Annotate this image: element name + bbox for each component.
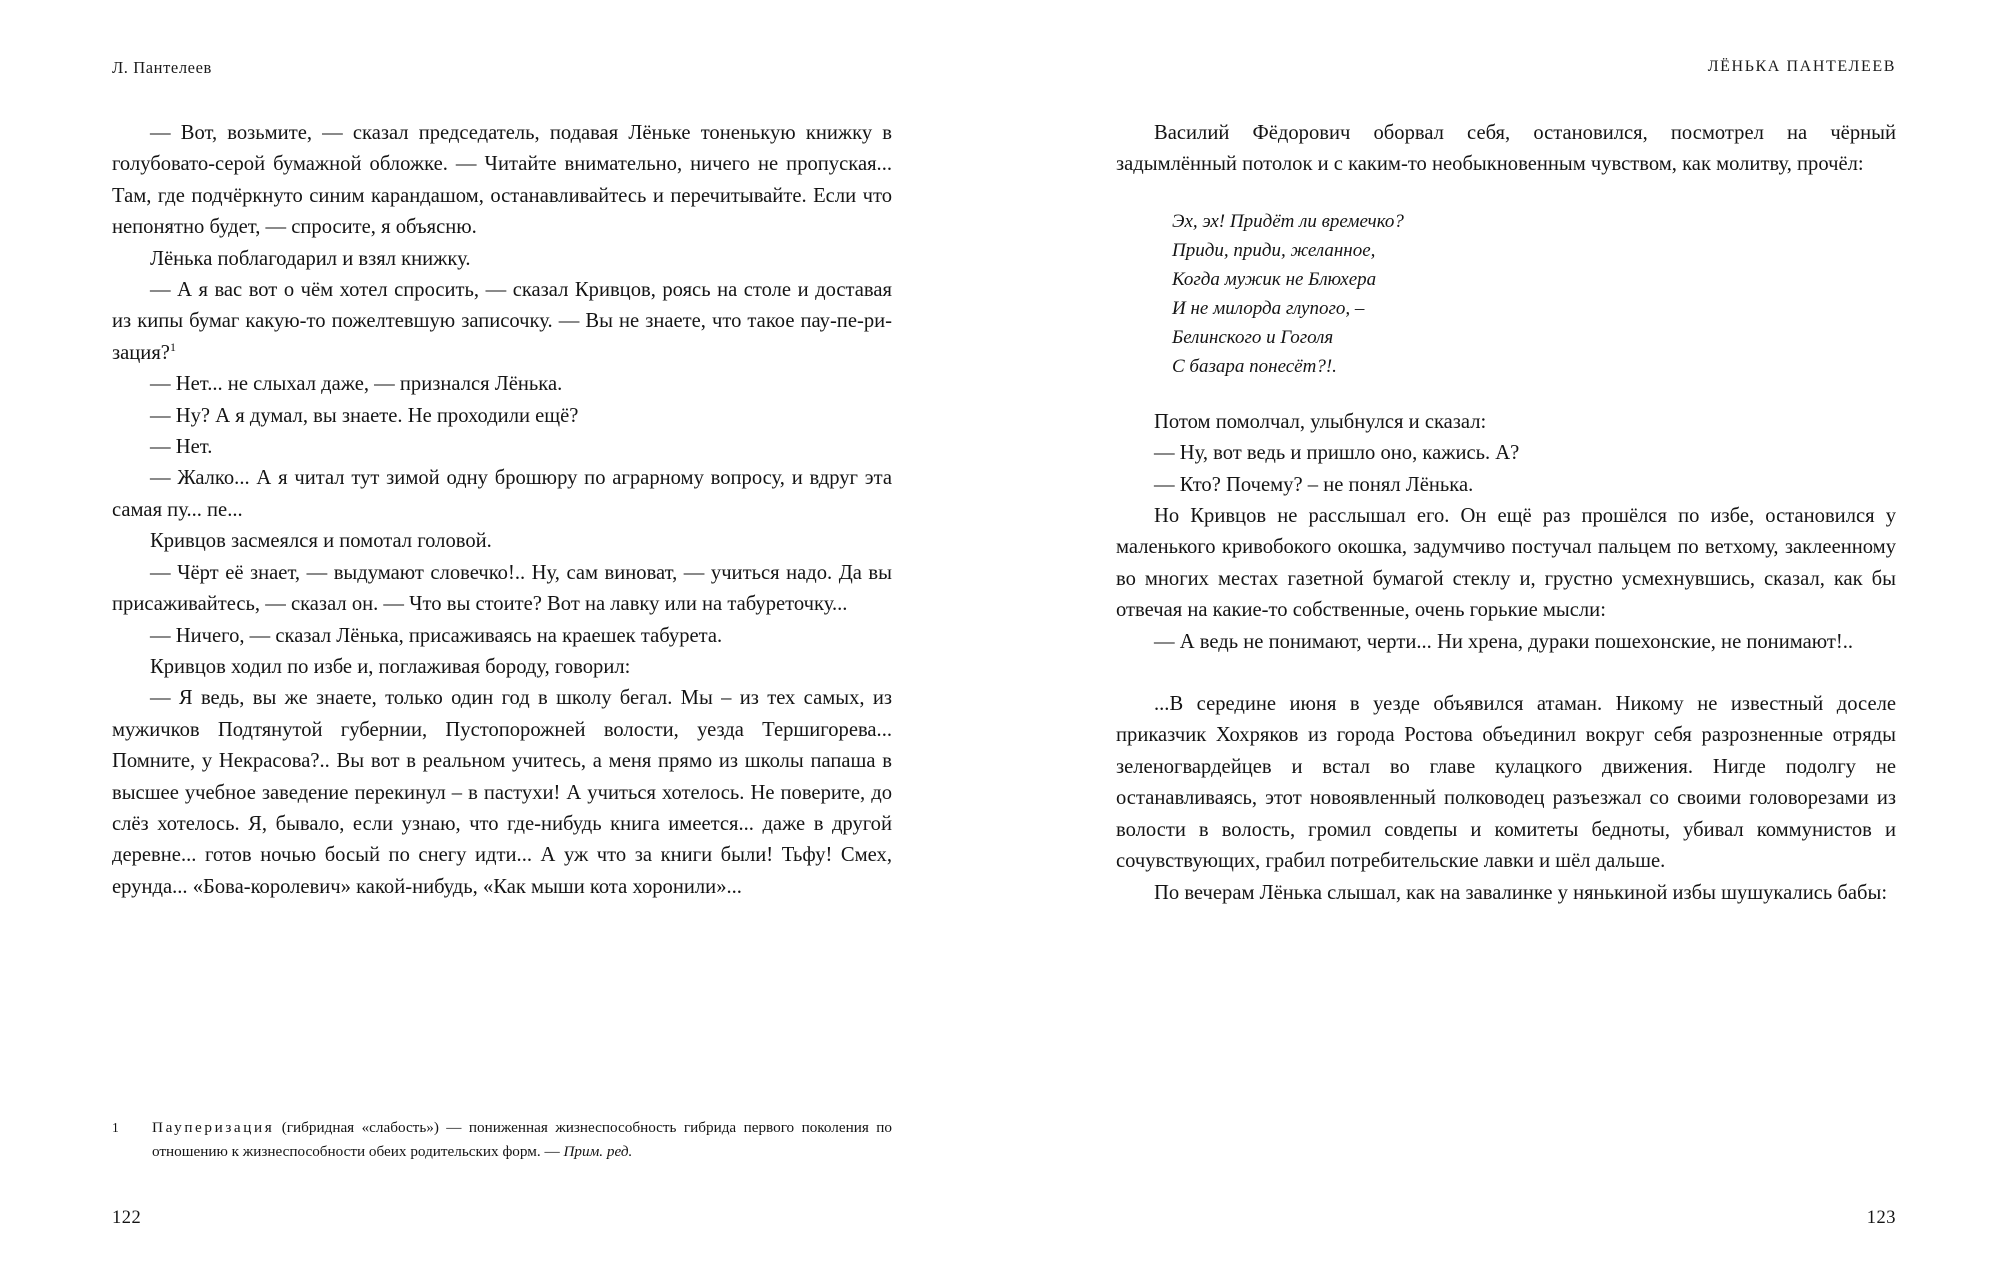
section-break <box>1116 658 1896 689</box>
footnote <box>112 1116 892 1163</box>
paragraph: — Ну, вот ведь и пришло оно, кажись. А? <box>1154 442 1520 465</box>
paragraph: Кривцов засмеялся и помотал головой. <box>150 530 492 553</box>
page-number-left: 122 <box>112 1208 142 1228</box>
verse-line: И не милорда глупого, – <box>1172 297 1365 319</box>
paragraph: ...В середине июня в уезде объявился атаман. Никому не известный доселе приказчик Хохряков из города Ростова объединил вокруг себя разрозненные отряды зеленогвардейцев и встал во главе кулацкого движения. Нигде подолгу не останавливаясь, этот новоявленный полководец разъезжал со своими головорезами из волости в волость, громил совдепы и комитеты бедноты, убивал коммунистов и сочувствующих, грабил потребительские лавки и шёл дальше. <box>1116 693 1896 873</box>
paragraph: — Нет... не слыхал даже, — признался Лёнька. <box>150 373 563 396</box>
verse-line: Когда мужик не Блюхера <box>1172 268 1377 290</box>
left-page-text-column <box>112 118 892 903</box>
paragraph: — Кто? Почему? – не понял Лёнька. <box>1154 473 1474 496</box>
paragraph: — А ведь не понимают, черти... Ни хрена, дураки пошехонские, не понимают!.. <box>1154 630 1854 653</box>
footnote-term: Пауперизация <box>152 1119 275 1137</box>
page-number-right: 123 <box>1866 1208 1896 1228</box>
paragraph-text: — А я вас вот о чём хотел спросить, — сказал Кривцов, роясь на столе и доставая из кипы бумаг какую-то пожелтевшую записочку. — Вы не знаете, что такое пау-пе-ри-зация? <box>112 279 892 364</box>
paragraph: — Жалко... А я читал тут зимой одну брошюру по аграрному вопросу, и вдруг эта самая пу... пе... <box>112 467 892 521</box>
paragraph-with-footnote-ref <box>112 275 892 369</box>
verse-line: Эх, эх! Придёт ли времечко? <box>1172 210 1404 232</box>
paragraph: По вечерам Лёнька слышал, как на завалинке у нянькиной избы шушукались бабы: <box>1154 881 1888 904</box>
paragraph: — Чёрт её знает, — выдумают словечко!.. Ну, сам виноват, — учиться надо. Да вы присаживайтесь, — сказал он. — Что вы стоите? Вот на лавку или на табуреточку... <box>112 561 892 616</box>
right-page-text-column <box>1116 118 1896 909</box>
paragraph: — Ничего, — сказал Лёнька, присаживаясь на краешек табурета. <box>150 624 723 647</box>
page-right <box>1004 0 2008 1281</box>
running-head-title: ЛЁНЬКА ПАНТЕЛЕЕВ <box>1707 58 1896 75</box>
paragraph: Лёнька поблагодарил и взял книжку. <box>150 247 471 270</box>
paragraph: — Ну? А я думал, вы знаете. Не проходили ещё? <box>150 404 579 427</box>
verse-line: С базара понесёт?!. <box>1172 355 1337 377</box>
footnote-text <box>112 1116 892 1163</box>
verse-block <box>1116 207 1896 381</box>
footnote-body: (гибридная «слабость») — пониженная жизнеспособность гибрида первого поколения по отношению к жизнеспособности обеих родительских форм. — <box>152 1119 892 1160</box>
footnote-source: Прим. ред. <box>563 1142 633 1160</box>
paragraph: — Нет. <box>150 436 213 459</box>
footnote-marker: 1 <box>112 1120 119 1136</box>
paragraph: Но Кривцов не расслышал его. Он ещё раз прошёлся по избе, остановился у маленького кривобокого окошка, задумчиво постучал пальцем по ветхому, заклеенному во многих местах газетной бумагой стеклу и, грустно усмехнувшись, сказал, как бы отвечая на какие-то собственные, очень горькие мысли: <box>1116 505 1896 622</box>
paragraph: Василий Фёдорович оборвал себя, остановился, посмотрел на чёрный задымлённый потолок и с каким-то необыкновенным чувством, как молитву, прочёл: <box>1116 122 1896 176</box>
paragraph: — Я ведь, вы же знаете, только один год в школу бегал. Мы – из тех самых, из мужичков Подтянутой губернии, Пустопорожней волости, уезда Тершигорева... Помните, у Некрасова?.. Вы вот в реальном учитесь, а меня прямо из школы папаша в высшее учебное заведение перекинул – в пастухи! А учиться хотелось. Не поверите, до слёз хотелось. Я, бывало, если узнаю, что где-нибудь книга имеется... даже в другой деревне... готов ночью босый по снегу идти... А уж что за книги были! Тьфу! Смех, ерунда... «Бова-королевич» какой-нибудь, «Как мыши кота хоронили»... <box>112 687 892 898</box>
paragraph: Потом помолчал, улыбнулся и сказал: <box>1154 410 1487 433</box>
paragraph: — Вот, возьмите, — сказал председатель, подавая Лёньке тоненькую книжку в голубовато-серой бумажной обложке. — Читайте внимательно, ничего не пропуская... Там, где подчёркнуто синим карандашом, останавливайтесь и перечитывайте. Если что непонятно будет, — спросите, я объясню. <box>112 122 892 239</box>
verse-line: Белинского и Гоголя <box>1172 326 1334 348</box>
paragraph: Кривцов ходил по избе и, поглаживая бороду, говорил: <box>150 655 631 678</box>
footnote-reference[interactable]: 1 <box>169 339 176 354</box>
running-head-author: Л. Пантелеев <box>112 58 212 77</box>
verse-line: Приди, приди, желанное, <box>1172 239 1376 261</box>
